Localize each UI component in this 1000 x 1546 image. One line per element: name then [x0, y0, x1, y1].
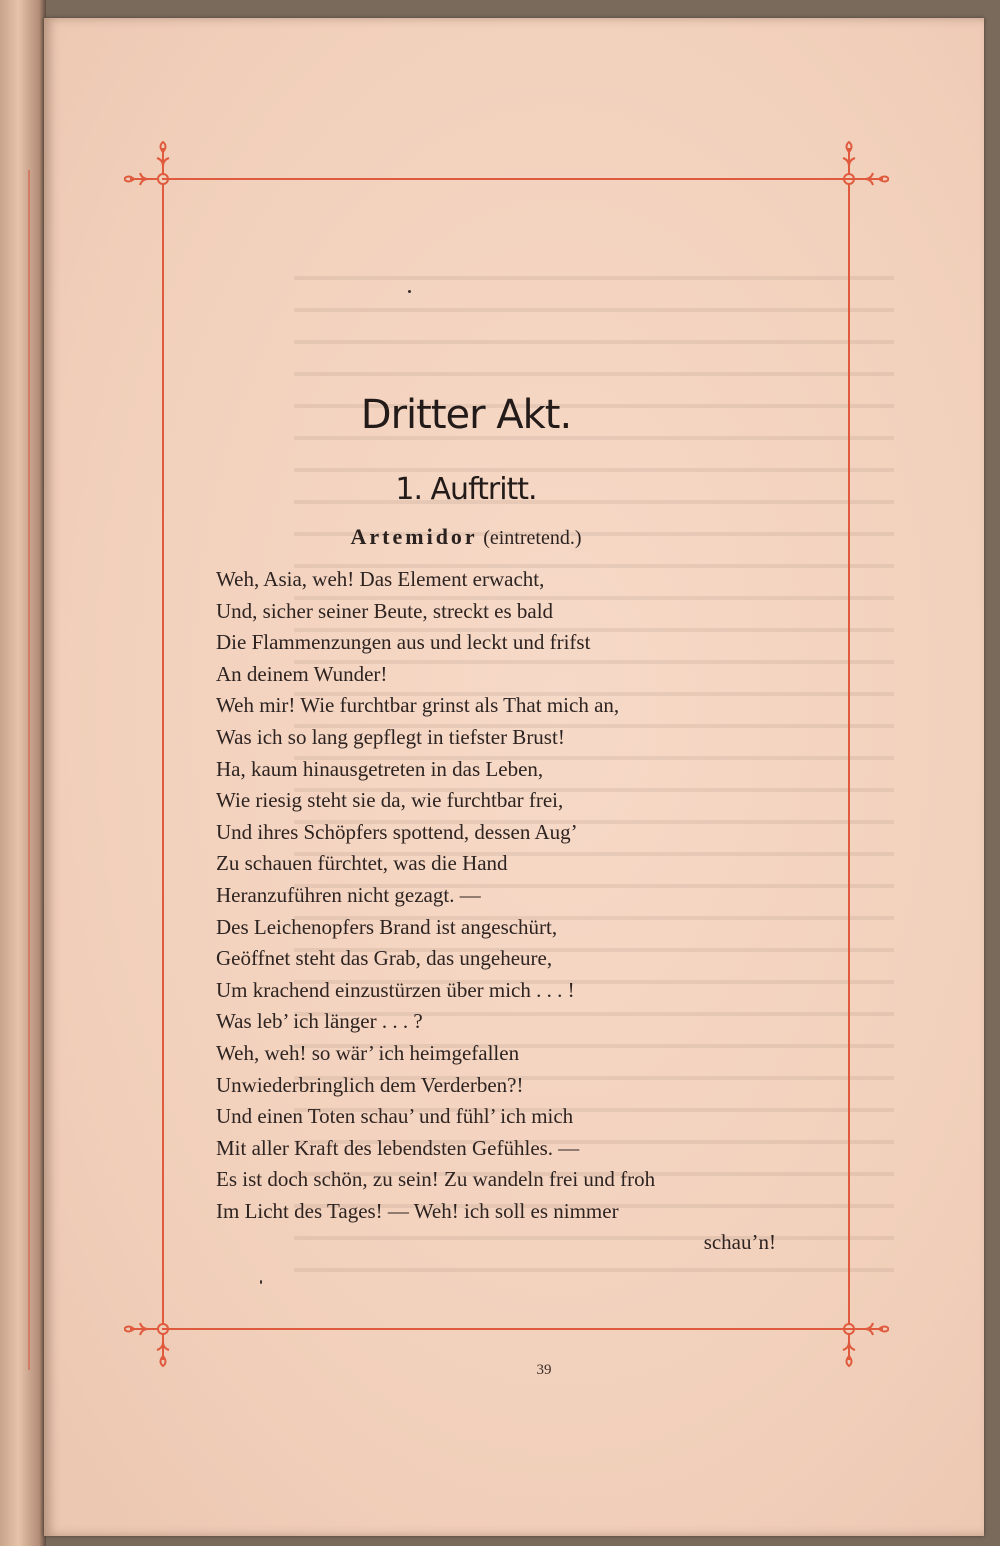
- ink-speck: [408, 290, 411, 293]
- ink-speck: [260, 1280, 262, 1284]
- verse-line: Was leb’ ich länger . . . ?: [216, 1009, 423, 1034]
- verse-line: Unwiederbringlich dem Verderben?!: [216, 1072, 524, 1097]
- verse-line: Was ich so lang gepflegt in tiefster Brust!: [216, 724, 565, 749]
- previous-page-edge: [0, 0, 46, 1546]
- verse-line: Um krachend einzustürzen über mich . . . !: [216, 977, 575, 1002]
- page-number: 39: [536, 1362, 552, 1378]
- verse-line: Mit aller Kraft des lebendsten Gefühles. —: [216, 1135, 580, 1160]
- previous-page-frame-rule: [0, 170, 30, 1370]
- verse-line: Geöffnet steht das Grab, das ungeheure,: [216, 946, 553, 971]
- verse-line: Im Licht des Tages! — Weh! ich soll es nimmer: [216, 1198, 619, 1223]
- frame-bottom-rule: [162, 1328, 862, 1330]
- verse-line: Weh, weh! so wär’ ich heimgefallen: [216, 1040, 520, 1065]
- frame-right-rule: [848, 184, 850, 1324]
- verse-line: Und ihres Schöpfers spottend, dessen Aug’: [216, 819, 578, 844]
- verse-line: Des Leichenopfers Brand ist angeschürt,: [216, 914, 558, 939]
- corner-ornament-top-right-icon: [809, 138, 889, 218]
- speaker-heading: [216, 520, 716, 555]
- verse-list: [216, 564, 796, 1259]
- verse-line: Und, sicher seiner Beute, streckt es bald: [216, 598, 554, 623]
- book-page: [44, 18, 984, 1536]
- frame-left-rule: [162, 184, 164, 1324]
- verse-line: Es ist doch schön, zu sein! Zu wandeln frei und froh: [216, 1167, 656, 1192]
- verse-line: Weh mir! Wie furchtbar grinst als That mich an,: [216, 693, 620, 718]
- scene-title: 1. Auftritt.: [395, 472, 537, 507]
- stage-direction: (eintretend.): [483, 527, 582, 549]
- act-title: Dritter Akt.: [360, 392, 572, 438]
- corner-ornament-top-left-icon: [124, 138, 204, 218]
- verse-line: Weh, Asia, weh! Das Element erwacht,: [216, 567, 545, 591]
- verse-line-continuation: schau’n!: [703, 1230, 776, 1255]
- corner-ornament-bottom-left-icon: [124, 1288, 204, 1368]
- corner-ornament-bottom-right-icon: [809, 1288, 889, 1368]
- verse-line: Ha, kaum hinausgetreten in das Leben,: [216, 756, 544, 781]
- verse-line: Heranzuführen nicht gezagt. —: [216, 882, 481, 907]
- verse-line: Die Flammenzungen aus und leckt und frifst: [216, 630, 591, 655]
- speaker-name: Artemidor: [350, 524, 478, 549]
- verse-line: Wie riesig steht sie da, wie furchtbar frei,: [216, 788, 564, 813]
- verse-line: An deinem Wunder!: [216, 661, 388, 686]
- frame-top-rule: [162, 178, 862, 180]
- verse-line: Zu schauen fürchtet, was die Hand: [216, 851, 508, 876]
- verse-line: Und einen Toten schau’ und fühl’ ich mich: [216, 1104, 574, 1129]
